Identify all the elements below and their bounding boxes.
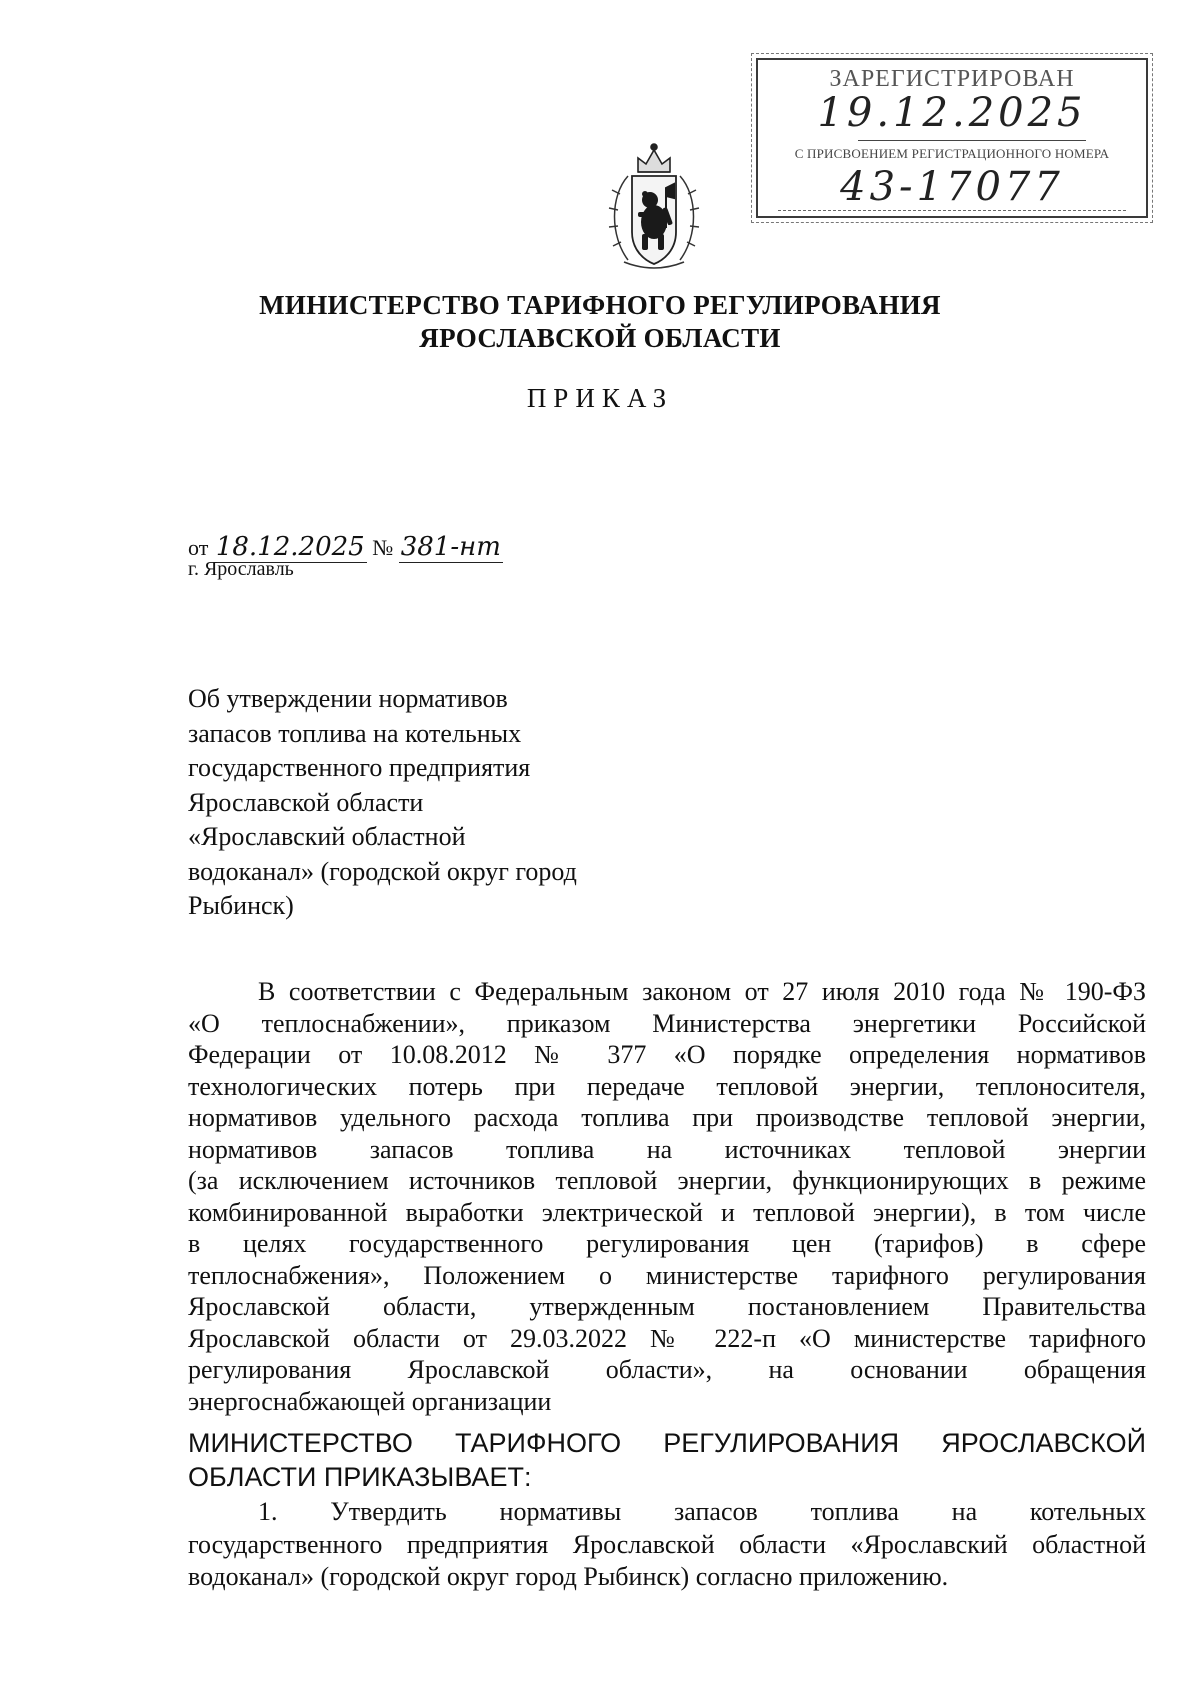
document-type: ПРИКАЗ xyxy=(526,383,674,413)
subject-line: государственного предприятия xyxy=(188,753,531,782)
order-number: 381-нт xyxy=(400,532,501,562)
stamp-bottom-divider xyxy=(778,210,1126,211)
order-heading xyxy=(188,1426,1146,1494)
preamble-line: технологических потерь при передаче тепловой энергии, теплоносителя, xyxy=(188,1071,1146,1101)
preamble-line: в целях государственного регулирования цен (тарифов) в сфере xyxy=(188,1229,1146,1258)
item-line: государственного предприятия Ярославской области «Ярославский областной xyxy=(188,1529,1146,1559)
stamp-title: ЗАРЕГИСТРИРОВАН xyxy=(829,66,1075,92)
city: г. Ярославль xyxy=(188,558,294,580)
from-label: от xyxy=(188,535,209,560)
subject-line: Рыбинск) xyxy=(188,891,294,920)
stamp-registration-number: 43-17077 xyxy=(840,164,1064,210)
preamble-line: нормативов запасов топлива на источниках тепловой энергии xyxy=(188,1134,1146,1164)
subject-line: Об утверждении нормативов xyxy=(188,684,508,713)
order-item-1 xyxy=(188,1496,1146,1594)
number-label: № xyxy=(372,535,394,560)
coat-of-arms-icon xyxy=(598,136,710,276)
preamble-line: (за исключением источников тепловой энергии, функционирующих в режиме xyxy=(188,1166,1146,1195)
ministry-name-line2: ЯРОСЛАВСКОЙ ОБЛАСТИ xyxy=(419,323,781,353)
preamble-line: В соответствии с Федеральным законом от 27 июля 2010 года № 190-ФЗ xyxy=(258,977,1146,1006)
order-date: 18.12.2025 xyxy=(215,532,365,562)
stamp-divider xyxy=(858,140,1086,141)
order-heading-line: МИНИСТЕРСТВО ТАРИФНОГО РЕГУЛИРОВАНИЯ ЯРОСЛАВСКОЙ xyxy=(188,1428,1146,1458)
preamble-line: теплоснабжения», Положением о министерстве тарифного регулирования xyxy=(188,1260,1146,1290)
preamble-line: Ярославской области, утвержденным постановлением Правительства xyxy=(188,1292,1146,1321)
preamble-line: «О теплоснабжении», приказом Министерства энергетики Российской xyxy=(188,1008,1146,1038)
ministry-name-line1: МИНИСТЕРСТВО ТАРИФНОГО РЕГУЛИРОВАНИЯ xyxy=(259,290,941,320)
subject-line: водоканал» (городской округ город xyxy=(188,856,577,886)
order-subject xyxy=(188,682,648,924)
preamble-line: Федерации от 10.08.2012 № 377 «О порядке определения нормативов xyxy=(188,1040,1146,1069)
stamp-caption: С ПРИСВОЕНИЕМ РЕГИСТРАЦИОННОГО НОМЕРА xyxy=(794,146,1110,161)
subject-line: Ярославской области xyxy=(188,787,424,817)
preamble-line: энергоснабжающей организации xyxy=(188,1386,552,1416)
order-heading-line: ОБЛАСТИ ПРИКАЗЫВАЕТ: xyxy=(188,1462,532,1492)
item-line: 1. Утвердить нормативы запасов топлива на котельных xyxy=(258,1497,1146,1526)
stamp-date: 19.12.2025 xyxy=(817,90,1087,136)
preamble-line: Ярославской области от 29.03.2022 № 222-п «О министерстве тарифного xyxy=(188,1323,1146,1353)
subject-line: «Ярославский областной xyxy=(188,822,466,851)
preamble-line: нормативов удельного расхода топлива при производстве тепловой энергии, xyxy=(188,1103,1146,1132)
subject-line: запасов топлива на котельных xyxy=(188,718,522,748)
preamble-line: комбинированной выработки электрической и тепловой энергии), в том числе xyxy=(188,1197,1146,1227)
item-line: водоканал» (городской округ город Рыбинск) согласно приложению. xyxy=(188,1562,949,1591)
preamble-line: регулирования Ярославской области», на основании обращения xyxy=(188,1355,1146,1384)
order-preamble xyxy=(188,976,1146,1417)
registration-stamp xyxy=(756,58,1148,218)
